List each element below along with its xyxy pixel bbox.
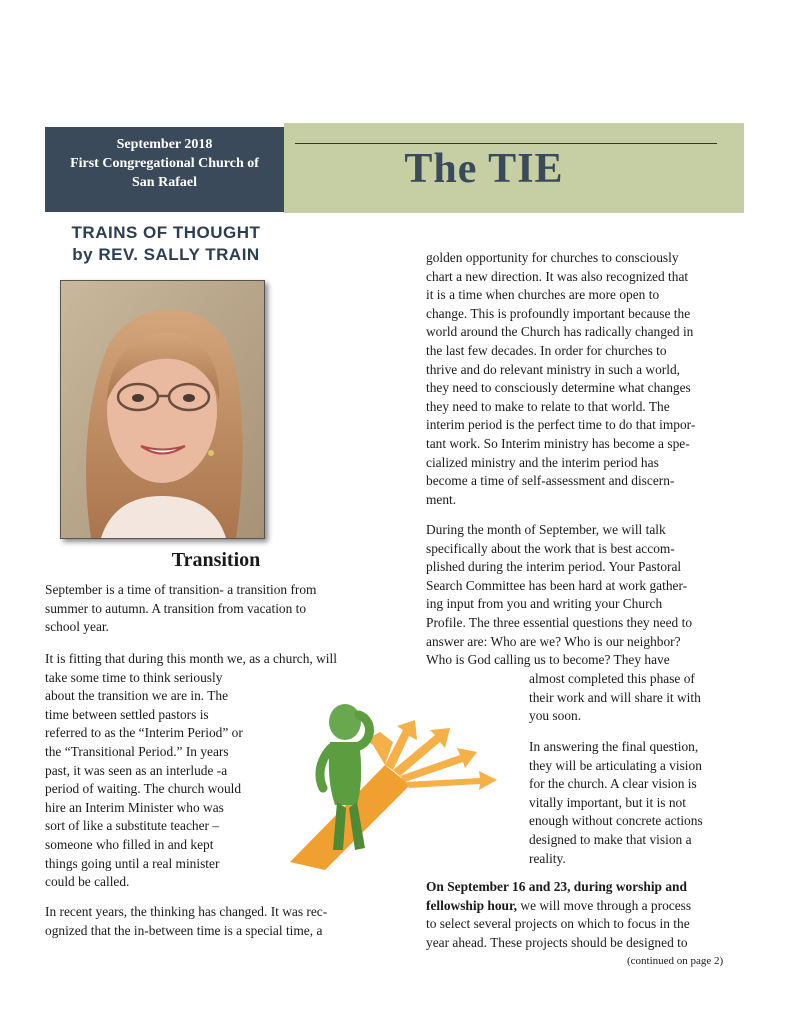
crossroads-figure-illustration (285, 690, 513, 872)
continued-note: (continued on page 2) (627, 955, 724, 967)
right-para-3 (529, 738, 703, 868)
masthead-rule (295, 143, 717, 144)
text-line: interim period is the perfect time to do that impor- (426, 417, 696, 433)
text-line: year ahead. These projects should be designed to (426, 934, 688, 950)
text-line: hire an Interim Minister who was (45, 799, 224, 815)
text-line: they need to make to relate to that world. The (426, 398, 670, 414)
newsletter-title: The TIE (404, 146, 564, 192)
text-line: take some time to think seriously (45, 669, 223, 685)
text-line: ognized that the in-between time is a special time, a (45, 922, 323, 938)
text-line: their work and will share it with (529, 689, 701, 705)
text-line: for the church. A clear vision is (529, 776, 697, 792)
right-para-2-indented (529, 670, 701, 726)
text-line: referred to as the “Interim Period” or (45, 725, 243, 741)
text-line: the “Transitional Period.” In years (45, 743, 229, 759)
arrows-figure-svg (285, 690, 513, 872)
bold-phrase: fellowship hour, (426, 897, 518, 913)
text-line: tant work. So Interim ministry has become a spe- (426, 435, 690, 451)
section-title: Transition (171, 549, 261, 571)
right-para-2 (426, 521, 692, 670)
text-line: plished during the interim period. Your Pastoral (426, 559, 682, 575)
text-line: school year. (45, 619, 109, 635)
right-para-4 (426, 878, 691, 952)
text-line: ment. (426, 491, 457, 507)
right-para-1 (426, 249, 695, 509)
portrait-illustration (61, 281, 264, 538)
text-line: vitally important, but it is not (529, 794, 686, 810)
text-line: change. This is profoundly important because the (426, 305, 691, 321)
masthead-info-box (45, 127, 284, 212)
text-line: designed to make that vision a (529, 831, 692, 847)
left-para-3 (45, 903, 327, 940)
church-name-line1: First Congregational Church of (70, 156, 259, 171)
left-para-1 (45, 581, 316, 637)
issue-date: September 2018 (116, 137, 213, 152)
text-line: During the month of September, we will talk (426, 522, 666, 537)
column-heading-title: TRAINS OF THOUGHT (71, 223, 261, 242)
text-line: ing input from you and writing your Church (426, 596, 663, 612)
text-line: world around the Church has radically changed in (426, 324, 694, 340)
author-portrait-photo (60, 280, 265, 539)
text-line: sort of like a substitute teacher – (45, 818, 220, 834)
text-line: to select several projects on which to focus in the (426, 916, 690, 932)
text-line: specifically about the work that is best accom- (426, 540, 675, 556)
text-line: golden opportunity for churches to consciously (426, 250, 679, 265)
text-line: become a time of self-assessment and discern- (426, 473, 675, 489)
text-line: they will be articulating a vision (529, 757, 702, 773)
column-heading (45, 222, 287, 266)
text-line: thrive and do relevant ministry in such a world, (426, 361, 680, 377)
text-line: could be called. (45, 874, 130, 890)
text-line: cialized ministry and the interim period has (426, 454, 659, 470)
text-line: In answering the final question, (529, 739, 699, 754)
text-line: period of waiting. The church would (45, 781, 242, 797)
text-line: reality. (529, 850, 566, 866)
text-line-bold: On September 16 and 23, during worship and (426, 879, 687, 894)
text-line: the last few decades. In order for churches to (426, 342, 667, 358)
text-line: things going until a real minister (45, 855, 220, 871)
text-line: past, it was seen as an interlude -a (45, 762, 228, 778)
text-line: summer to autumn. A transition from vacation to (45, 600, 307, 616)
text-line: someone who filled in and kept (45, 836, 214, 852)
text-line: Search Committee has been hard at work gather- (426, 577, 688, 593)
text-line: In recent years, the thinking has changed. It was rec- (45, 904, 328, 919)
church-name-line2: San Rafael (132, 175, 197, 190)
text-line: Profile. The three essential questions they need to (426, 614, 693, 630)
text-line: they need to consciously determine what changes (426, 380, 691, 396)
text-line: chart a new direction. It was also recognized that (426, 268, 689, 284)
text-line: September is a time of transition- a transition from (45, 582, 317, 597)
text-line: It is fitting that during this month we, as a church, will (45, 651, 337, 666)
text-line: answer are: Who are we? Who is our neighbor? (426, 633, 681, 649)
text-line: about the transition we are in. The (45, 688, 229, 704)
text-fragment: we will move through a process (517, 897, 692, 913)
text-line: Who is God calling us to become? They have (426, 652, 670, 668)
text-line: you soon. (529, 708, 582, 724)
text-line: time between settled pastors is (45, 706, 209, 722)
text-line: it is a time when churches are more open to (426, 287, 660, 303)
text-line-mixed (426, 897, 691, 916)
text-line: enough without concrete actions (529, 813, 703, 829)
column-heading-byline: by REV. SALLY TRAIN (72, 245, 260, 264)
text-line: almost completed this phase of (529, 671, 695, 686)
